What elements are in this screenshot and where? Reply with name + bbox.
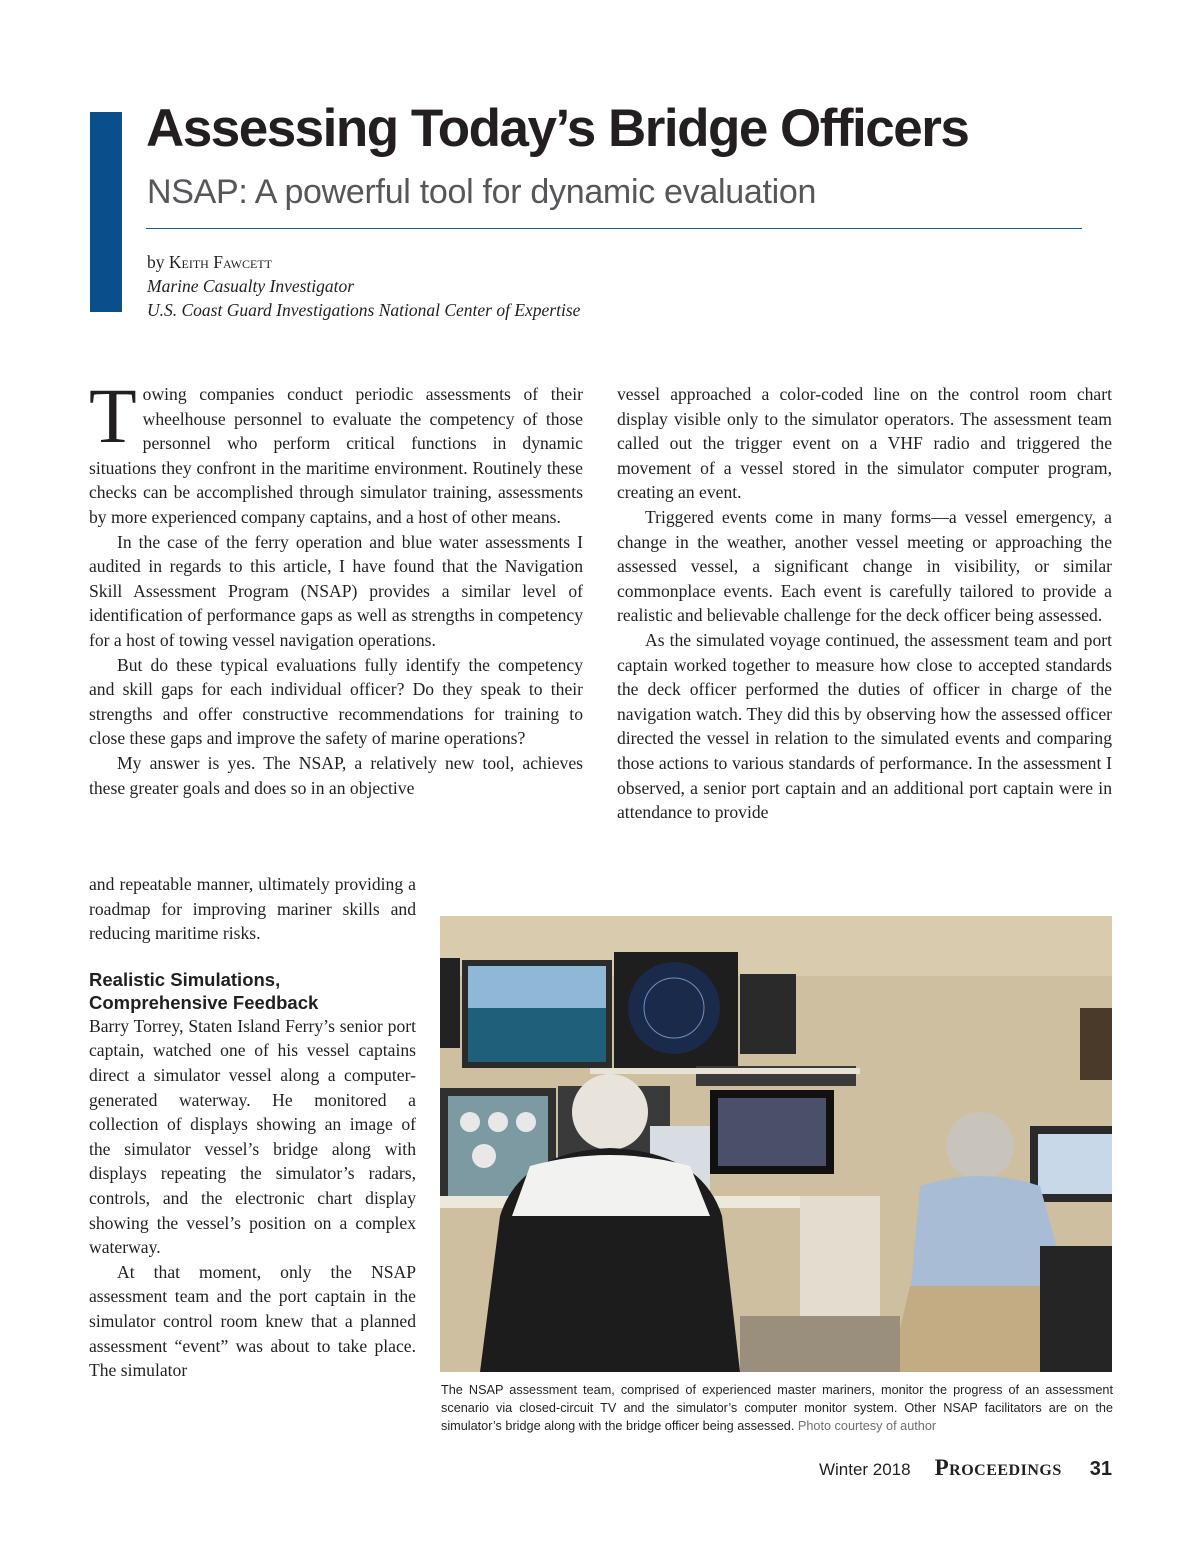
caption-text: The NSAP assessment team, comprised of experienced master mariners, monitor the progress of an assessment scenario via closed-circuit TV and the simulator’s computer monitor system. Other NSAP facilitators are on the simulator’s bridge along with the bridge officer being assessed.	[441, 1383, 1113, 1433]
article-paragraph: and repeatable manner, ultimately providing a roadmap for improving mariner skills and reducing maritime risks.	[89, 874, 416, 944]
paragraph-text: owing companies conduct periodic assessments of their wheelhouse personnel to evaluate the competency of those personnel who perform critical functions in dynamic situations they confront in the maritime environment. Routinely these checks can be accomplished through simulator training, assessments by more experienced company captains, and a host of other means.	[89, 384, 583, 527]
article-paragraph: Triggered events come in many forms—a vessel emergency, a change in the weather, another vessel meeting or approaching the assessed vessel, a significant change in visibility, or similar commonplace events. Each event is carefully tailored to provide a realistic and believable challenge for the deck officer being assessed.	[617, 506, 1112, 626]
chair	[1040, 1246, 1112, 1372]
page-number: 31	[1089, 1458, 1112, 1480]
article-column-1-bottom	[89, 872, 416, 1383]
title-accent-bar	[90, 112, 122, 312]
gauge	[488, 1112, 508, 1132]
byline-prefix: by	[147, 252, 165, 272]
person-head	[572, 1074, 648, 1150]
floor	[740, 1316, 900, 1372]
wall-frame	[1080, 1008, 1112, 1080]
drop-cap: T	[89, 372, 137, 459]
magazine-name: Proceedings	[934, 1455, 1062, 1480]
photo-caption	[441, 1381, 1113, 1435]
article-paragraph: But do these typical evaluations fully identify the competency and skill gaps for each individual officer? Do they speak to their strengths and offer constructive recommendations for training to close these gaps and improve the safety of marine operations?	[89, 654, 583, 749]
gauge	[516, 1112, 536, 1132]
person-head	[946, 1112, 1014, 1180]
article-photo	[440, 916, 1112, 1372]
shelf	[590, 1068, 860, 1074]
article-paragraph: In the case of the ferry operation and blue water assessments I audited in regards to this article, I have found that the Navigation Skill Assessment Program (NSAP) provides a similar level of identification of performance gaps as well as strengths in competency for a host of towing vessel navigation operations.	[89, 531, 583, 650]
article-paragraph: At that moment, only the NSAP assessment team and the port captain in the simulator control room knew that a planned assessment “event” was about to take place. The simulator	[89, 1261, 416, 1381]
photo-credit: Photo courtesy of author	[797, 1419, 937, 1433]
section-subhead	[89, 968, 416, 1014]
byline	[147, 250, 580, 322]
gauge	[460, 1112, 480, 1132]
gauge	[472, 1144, 496, 1168]
monitor	[440, 958, 460, 1048]
article-paragraph: As the simulated voyage continued, the assessment team and port captain worked together to measure how close to accepted standards the deck officer performed the duties of officer in charge of the navigation watch. They did this by observing how the assessed officer directed the vessel in relation to the simulated events and comparing those actions to various standards of performance. In the assessment I observed, a senior port captain and an additional port captain were in attendance to provide	[617, 629, 1112, 823]
title-divider	[146, 228, 1082, 229]
sky-screen	[468, 966, 606, 1008]
cctv-screen	[718, 1098, 826, 1166]
author-role: Marine Casualty Investigator	[147, 276, 355, 296]
subhead-line: Realistic Simulations,	[89, 968, 281, 990]
monitor-screen	[1038, 1134, 1112, 1194]
person-shirt	[512, 1155, 710, 1216]
article-paragraph	[89, 372, 583, 530]
article-column-1-top	[89, 372, 583, 800]
page-title: Assessing Today’s Bridge Officers	[146, 99, 969, 158]
desk-side	[800, 1196, 880, 1316]
page-subtitle: NSAP: A powerful tool for dynamic evaluation	[147, 173, 817, 211]
author-organization: U.S. Coast Guard Investigations National Center of Expertise	[147, 300, 581, 320]
page-footer	[819, 1455, 1112, 1481]
monitor	[740, 974, 796, 1054]
article-paragraph: Barry Torrey, Staten Island Ferry’s senior port captain, watched one of his vessel captains direct a simulator vessel along a computer-generated waterway. He monitored a collection of displays showing an image of the simulator vessel’s bridge along with displays repeating the simulator’s radars, controls, and the electronic chart display showing the vessel’s position on a complex waterway.	[89, 1015, 416, 1258]
radar-display	[628, 962, 720, 1054]
author-name: Keith Fawcett	[168, 252, 272, 272]
photo-illustration	[440, 916, 1112, 1372]
issue-season: Winter 2018	[818, 1460, 911, 1479]
article-paragraph: My answer is yes. The NSAP, a relatively new tool, achieves these greater goals and does so in an objective	[89, 752, 583, 798]
article-paragraph: vessel approached a color-coded line on the control room chart display visible only to the simulator operators. The assessment team called out the trigger event on a VHF radio and triggered the movement of a vessel stored in the simulator computer program, creating an event.	[617, 384, 1112, 503]
sea-screen	[468, 1008, 606, 1062]
subhead-line: Comprehensive Feedback	[89, 991, 319, 1013]
article-column-2	[617, 382, 1112, 825]
